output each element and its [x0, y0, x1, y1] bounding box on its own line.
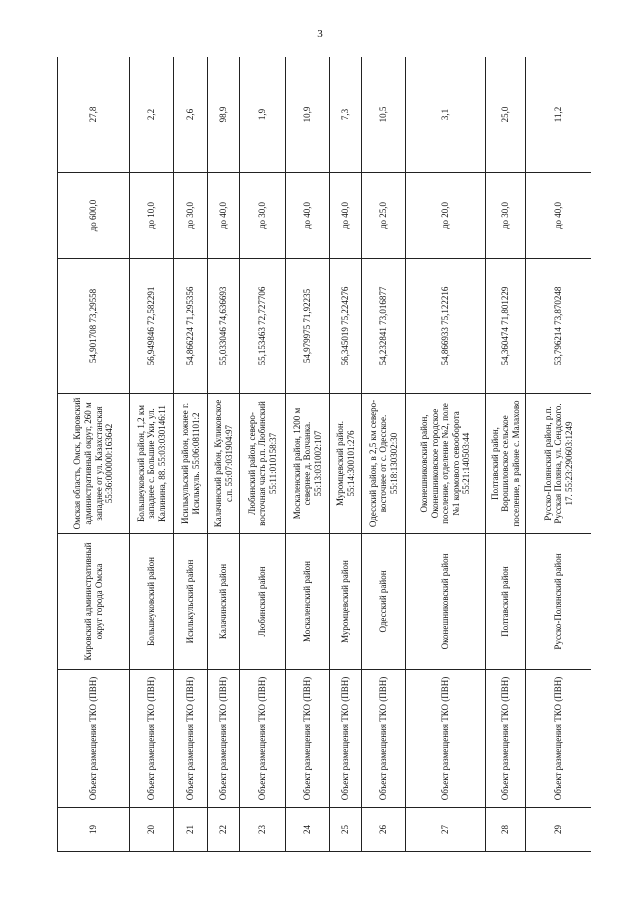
object-type-cell: Объект размещения ТКО (ПВН) [208, 670, 240, 808]
table-row [286, 57, 330, 852]
landfill-objects-table [57, 57, 591, 852]
row-number-cell: 19 [58, 808, 130, 852]
capacity-cell: до 25,0 [362, 173, 406, 259]
table-row [330, 57, 362, 852]
object-type-cell: Объект размещения ТКО (ПВН) [486, 670, 526, 808]
coordinates-cell: 54,866224 71,295356 [174, 259, 208, 394]
capacity-cell: до 600,0 [58, 173, 130, 259]
row-number-cell: 26 [362, 808, 406, 852]
area-cell: 2,6 [174, 57, 208, 173]
coordinates-cell: 54,979975 71,92235 [286, 259, 330, 394]
area-cell: 7,3 [330, 57, 362, 173]
table-row [406, 57, 486, 852]
area-cell: 11,2 [526, 57, 592, 173]
capacity-cell: до 20,0 [406, 173, 486, 259]
table-row [208, 57, 240, 852]
coordinates-cell: 54,901708 73,29558 [58, 259, 130, 394]
address-cell: Любинский район, северо-восточная часть р.п. Любинский 55:11:010158:37 [240, 394, 286, 534]
coordinates-cell: 55,033046 74,636693 [208, 259, 240, 394]
table-row [130, 57, 174, 852]
table-row [58, 57, 130, 852]
district-cell: Исилькульский район [174, 534, 208, 670]
coordinates-cell: 56,949846 72,582291 [130, 259, 174, 394]
district-cell: Муромцевский район [330, 534, 362, 670]
address-cell: Оконешниковский район, Оконешниковское городское поселение, отделение №2, поле №1 кормового севооборота 55:21:140503:44 [406, 394, 486, 534]
district-cell: Русско-Полянский район [526, 534, 592, 670]
coordinates-cell: 53,796214 73,870248 [526, 259, 592, 394]
row-number-cell: 23 [240, 808, 286, 852]
row-number-cell: 22 [208, 808, 240, 852]
capacity-cell: до 40,0 [286, 173, 330, 259]
coordinates-cell: 54,232841 73,016877 [362, 259, 406, 394]
object-type-cell: Объект размещения ТКО (ПВН) [240, 670, 286, 808]
row-number-cell: 24 [286, 808, 330, 852]
district-cell: Кировский административный округ города Омска [58, 534, 130, 670]
capacity-cell: до 40,0 [208, 173, 240, 259]
table-row [486, 57, 526, 852]
area-cell: 10,5 [362, 57, 406, 173]
address-cell: Москаленский район, 1200 м севернее д. Волчанка. 55:13:031002:107 [286, 394, 330, 534]
address-cell: Большеуковский район, 1,2 км западнее с. Большие Уки, ул. Калинина, 88. 55:03:030146:11 [130, 394, 174, 534]
district-cell: Оконешниковский район [406, 534, 486, 670]
address-cell: Одесский район, в 2,5 км северо-восточнее от с. Одесское. 55:18:130302:30 [362, 394, 406, 534]
row-number-cell: 28 [486, 808, 526, 852]
address-cell: Исилькульский район, южнее г. Исилькуль. 55:06:081101:2 [174, 394, 208, 534]
row-number-cell: 27 [406, 808, 486, 852]
address-cell: Омская область, Омск, Кировский административный округ, 260 м западнее от ул. Казахстанская 55:36:000000:163642 [58, 394, 130, 534]
object-type-cell: Объект размещения ТКО (ПВН) [330, 670, 362, 808]
table-row [526, 57, 592, 852]
coordinates-cell: 54,866933 75,122216 [406, 259, 486, 394]
address-cell: Калачинский район, Куликовское с.п. 55:07:031904:97 [208, 394, 240, 534]
coordinates-cell: 55,153463 72,727706 [240, 259, 286, 394]
row-number-cell: 29 [526, 808, 592, 852]
area-cell: 2,2 [130, 57, 174, 173]
table-row [240, 57, 286, 852]
object-type-cell: Объект размещения ТКО (ПВН) [130, 670, 174, 808]
area-cell: 1,9 [240, 57, 286, 173]
district-cell: Большеуковский район [130, 534, 174, 670]
capacity-cell: до 30,0 [240, 173, 286, 259]
area-cell: 25,0 [486, 57, 526, 173]
district-cell: Калачинский район [208, 534, 240, 670]
table-container [57, 57, 591, 852]
page-number: 3 [317, 28, 323, 40]
object-type-cell: Объект размещения ТКО (ПВН) [286, 670, 330, 808]
capacity-cell: до 30,0 [174, 173, 208, 259]
capacity-cell: до 40,0 [526, 173, 592, 259]
rotated-table-frame [57, 57, 591, 852]
coordinates-cell: 54,360474 71,801229 [486, 259, 526, 394]
area-cell: 3,1 [406, 57, 486, 173]
table-row [174, 57, 208, 852]
table-row [362, 57, 406, 852]
object-type-cell: Объект размещения ТКО (ПВН) [406, 670, 486, 808]
capacity-cell: до 40,0 [330, 173, 362, 259]
address-cell: Русско-Полянский район, р.п. Русская Поляна, ул. Сендского. 17. 55:23:290603:1249 [526, 394, 592, 534]
district-cell: Одесский район [362, 534, 406, 670]
district-cell: Любинский район [240, 534, 286, 670]
area-cell: 10,9 [286, 57, 330, 173]
district-cell: Москаленский район [286, 534, 330, 670]
district-cell: Полтавский район [486, 534, 526, 670]
row-number-cell: 25 [330, 808, 362, 852]
object-type-cell: Объект размещения ТКО (ПВН) [174, 670, 208, 808]
capacity-cell: до 10,0 [130, 173, 174, 259]
address-cell: Полтавский район, Ворошиловское сельское поселение, в районе с. Малахово [486, 394, 526, 534]
area-cell: 98,9 [208, 57, 240, 173]
object-type-cell: Объект размещения ТКО (ПВН) [362, 670, 406, 808]
address-cell: Муромцевский район. 55:14:300101:276 [330, 394, 362, 534]
object-type-cell: Объект размещения ТКО (ПВН) [58, 670, 130, 808]
capacity-cell: до 30,0 [486, 173, 526, 259]
row-number-cell: 21 [174, 808, 208, 852]
object-type-cell: Объект размещения ТКО (ПВН) [526, 670, 592, 808]
coordinates-cell: 56,345019 75,224276 [330, 259, 362, 394]
area-cell: 27,8 [58, 57, 130, 173]
row-number-cell: 20 [130, 808, 174, 852]
